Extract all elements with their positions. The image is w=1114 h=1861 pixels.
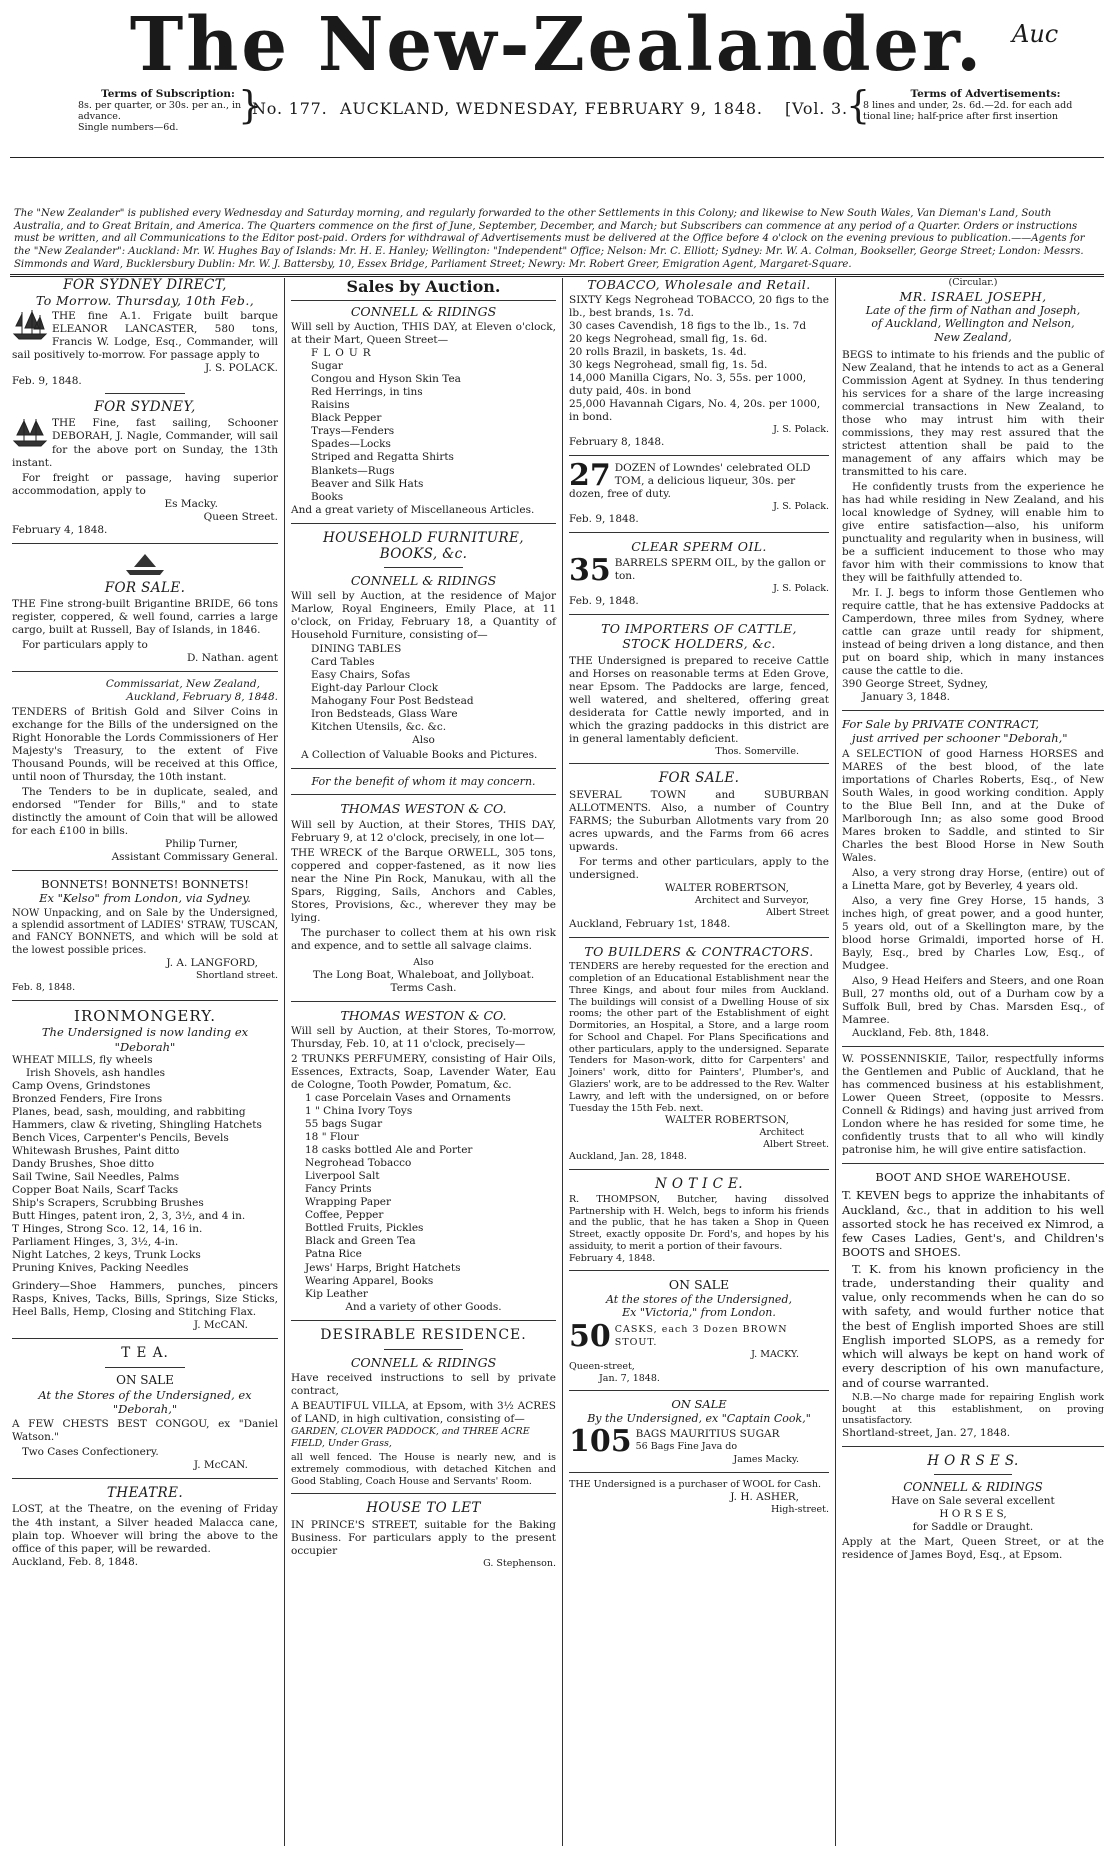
list-item: Jews' Harps, Bright Hatchets: [305, 1261, 461, 1274]
ad-heading: MR. ISRAEL JOSEPH,: [899, 288, 1047, 304]
list-item: 14,000 Manilla Cigars, No. 3, 55s. per 1000, duty paid, 40s. in bond: [569, 372, 807, 398]
divider: [12, 1000, 278, 1001]
ad-date: February 8, 1848.: [569, 435, 665, 448]
list-item: Sugar: [311, 360, 343, 373]
ad-heading: FOR SALE.: [104, 579, 186, 596]
column-1: [12, 277, 278, 1861]
divider: [842, 1163, 1104, 1164]
ad-date: Feb. 9, 1848.: [12, 375, 82, 388]
divider: [291, 794, 556, 795]
list-item: 30 kegs Negrohead, small fig, 1s. 5d.: [569, 359, 768, 372]
ad-body: The Tenders to be in duplicate, sealed, and endorsed "Tender for Bills," and to state distinctly the amount of Coin that will be allowed for each £100 in bills.: [12, 786, 278, 838]
divider: [12, 543, 278, 544]
ad-heading: FOR SALE.: [658, 770, 740, 787]
divider: [569, 614, 829, 615]
ad-signature: Shortland street.: [196, 970, 278, 982]
ad-heading: H O R S E S.: [927, 1453, 1019, 1470]
ad-body: Also, a very strong dray Horse, (entire) out of a Linetta Mare, got by Beverley, 4 years old.: [842, 866, 1104, 892]
ad-date: Auckland, Feb. 8th, 1848.: [852, 1026, 990, 1039]
list-item: Whitewash Brushes, Paint ditto: [12, 1144, 180, 1157]
ad-subheading: Late of the firm of Nathan and Joseph,: [865, 303, 1081, 317]
quantity-number: 35: [569, 552, 611, 588]
ad-body: The Long Boat, Whaleboat, and Jollyboat.: [312, 968, 535, 981]
ad-body: The purchaser to collect them at his own risk and expence, and to settle all salvage claims.: [291, 926, 556, 952]
list-item: Congou and Hyson Skin Tea: [311, 373, 461, 386]
divider: [842, 710, 1104, 711]
column-2: [291, 277, 556, 1861]
ad-heading: THOMAS WESTON & CO.: [340, 801, 507, 817]
ad-heading: HOUSEHOLD FURNITURE,: [323, 529, 524, 546]
ad-heading: Commissariat, New Zealand,: [105, 677, 260, 690]
list-item: 30 cases Cavendish, 18 figs to the lb., 1s. 7d: [569, 320, 807, 333]
list-item: Coffee, Pepper: [305, 1209, 384, 1222]
ad-heading: TO IMPORTERS OF CATTLE,: [601, 620, 797, 636]
divider: [569, 1472, 829, 1473]
divider: [12, 1478, 278, 1479]
ad-body: H O R S E S,: [939, 1508, 1007, 1521]
ad-subheading: At the stores of the Undersigned,: [606, 1292, 792, 1306]
ad-body: For particulars apply to: [22, 638, 148, 651]
ad-body: A BEAUTIFUL VILLA, at Epsom, with 3½ ACRES of LAND, in high cultivation, consisting of—: [291, 1400, 556, 1426]
advertisement-terms: [863, 88, 1108, 122]
header-info-bar: [0, 83, 1114, 150]
quantity-number: 27: [569, 457, 611, 493]
ad-body: For freight or passage, having superior accommodation, apply to: [12, 471, 278, 497]
ad-body: THE Undersigned is prepared to receive Cattle and Horses on reasonable terms at Eden Grove, near Epsom. The Paddocks are large, fenced, well watered, and sheltered, offering great desiderata for Cattle newly imported, and in which the grazing paddocks in this district are in general lamentably deficient.: [569, 654, 829, 745]
brace-icon: {: [846, 83, 871, 127]
ad-signature: J. H. ASHER,: [730, 1490, 799, 1503]
list-item: Trays—Fenders: [311, 425, 395, 438]
ad-date: January 3, 1848.: [862, 691, 950, 704]
ad-signature: J. A. LANGFORD,: [166, 957, 258, 970]
ad-body: THE Fine strong-built Brigantine BRIDE, 66 tons register, coppered, & well found, carries a large cargo, built at Russell, Bay of Islands, in 1846.: [12, 597, 278, 636]
list-item: Hammers, claw & riveting, Shingling Hatchets: [12, 1118, 262, 1131]
list-item: Negrohead Tobacco: [305, 1157, 412, 1170]
ad-body: Also, 9 Head Heifers and Steers, and one Roan Bull, 27 months old, out of a Durham cow by a Suffolk Bull, bred by Chas. Marsden Esq., of Mamree.: [842, 974, 1104, 1026]
ad-signature: Es Macky.: [164, 497, 218, 510]
divider: [842, 1446, 1104, 1447]
ad-signature: J. S. Polack.: [773, 500, 829, 512]
ad-body: For terms and other particulars, apply to the undersigned.: [569, 855, 829, 881]
column-rule: [284, 278, 285, 1846]
ad-body: BEGS to intimate to his friends and the public of New Zealand, that he intends to act as a General Commission Agent at Sydney. In thus tendering his services for a share of the large increasing commercial transactions in New Zealand, to those who may intrust him with their commissions, they may rest assured that the strictest attention shall be paid to the management of any affairs which may be transmitted to his care.: [842, 348, 1104, 478]
ad-body: GARDEN, CLOVER PADDOCK, and THREE ACRE FIELD, Under Grass,: [291, 1426, 530, 1450]
ad-signature: Queen Street.: [203, 510, 278, 523]
column-3: [569, 277, 829, 1861]
ad-body: Also, a very fine Grey Horse, 15 hands, 3 inches high, of great power, and a good hunter, 5 years old, out of a Skellington mare, by the blood horse Grimaldi, imported horse of H. Bayly, Esq., bred by Charles Low, Esq., of Mudgee.: [842, 894, 1104, 972]
ad-signature: J. McCAN.: [193, 1319, 248, 1332]
quantity-number: 105: [569, 1424, 632, 1460]
ad-signature: Architect and Surveyor,: [694, 894, 809, 906]
furniture-list: [291, 643, 556, 734]
list-item: Raisins: [311, 399, 350, 412]
ad-date: Feb. 9, 1848.: [569, 512, 639, 525]
list-item: 20 rolls Brazil, in baskets, 1s. 4d.: [569, 346, 747, 359]
ad-signature: Albert Street: [766, 906, 829, 918]
list-item: Kip Leather: [305, 1287, 368, 1300]
ad-heading: BOOKS, &c.: [379, 545, 468, 562]
ad-heading: TO BUILDERS & CONTRACTORS.: [584, 944, 814, 960]
ad-body: TENDERS are hereby requested for the erection and completion of an Educational Establishment near the Three Kings, and about four miles from Auckland. The buildings will consist of a Dwelling House of six rooms; the other part of the Establishment of eight Dormitories, an Hospital, a Store, and a large room for School and Chapel. For Plans Specifications and other particulars, apply to the undersigned. Separate Tenders for Mason-work, ditto for Carpenters' and Joiners' work, ditto for Painters', Plumber's, and Glaziers' work, are to be addressed to the Rev. Walter Lawry, and left with the undersigned, on or before Tuesday the 15th Feb. next.: [569, 961, 829, 1114]
divider: [384, 567, 464, 568]
ship-emblem-icon: [120, 550, 170, 578]
ad-heading: (Circular.): [948, 277, 998, 288]
volume: [Vol. 3.: [785, 99, 848, 118]
terms-advert-line: 8 lines and under, 2s. 6d.—2d. for each add: [863, 100, 1073, 112]
ad-body: A FEW CHESTS BEST CONGOU, ex "Daniel Watson.": [12, 1418, 278, 1444]
ad-body: N.B.—No charge made for repairing English work bought at this establishment, on proving unsatisfactory.: [842, 1391, 1104, 1427]
ad-body: Have received instructions to sell by private contract,: [291, 1372, 556, 1398]
ad-date: February 4, 1848.: [569, 1252, 656, 1264]
ad-heading: For Sale by PRIVATE CONTRACT,: [842, 717, 1040, 732]
list-item: Liverpool Salt: [305, 1170, 380, 1183]
ad-body: Will sell by Auction, at their Stores, THIS DAY, February 9, at 12 o'clock, precisely, in one lot—: [291, 818, 556, 844]
ad-body: THE WRECK of the Barque ORWELL, 305 tons, coppered and copper-fastened, as it now lies near the Nine Pin Rock, Manukau, with all the Spars, Rigging, Sails, Anchors and Cables, Stores, Provisions, &c., wherever they may be lying.: [291, 846, 556, 924]
ad-body: Will sell by Auction, THIS DAY, at Eleven o'clock, at their Mart, Queen Street—: [291, 321, 556, 347]
ad-subheading: New Zealand,: [934, 331, 1012, 345]
ad-body: NOW Unpacking, and on Sale by the Undersigned, a splendid assortment of LADIES' STRAW, TUSCAN, and FANCY BONNETS, and which will be sold at the lowest possible prices.: [12, 907, 278, 956]
ad-signature: G. Stephenson.: [483, 1557, 556, 1569]
divider: [842, 1046, 1104, 1047]
handwritten-annotation: Auc: [1012, 20, 1059, 48]
ad-subheading: To Morrow. Thursday, 10th Feb.,: [35, 293, 255, 309]
issue-number: No. 177.: [252, 99, 328, 118]
list-item: 55 bags Sugar: [305, 1118, 383, 1131]
ad-signature: J. S. Polack.: [773, 582, 829, 594]
ad-body: Grindery—Shoe Hammers, punches, pincers Rasps, Knives, Tacks, Bills, Springs, Size Sticks, Heel Balls, Hemp, Closing and Stitching Flax.: [12, 1280, 278, 1319]
list-item: 1 " China Ivory Toys: [305, 1105, 413, 1118]
ad-body: Have on Sale several excellent: [891, 1495, 1055, 1508]
header-rule: [10, 157, 1104, 158]
ad-body: all well fenced. The House is nearly new, and is extremely commodious, with detached Kitchen and Good Stabling, Coach House and Servants' Room.: [291, 1452, 556, 1487]
divider: [569, 455, 829, 456]
ad-body: SIXTY Kegs Negrohead TOBACCO, 20 figs to the lb., best brands, 1s. 7d.: [569, 294, 829, 320]
list-item: 18 casks bottled Ale and Porter: [305, 1144, 473, 1157]
ad-body: THE fine A.1. Frigate built barque ELEANOR LANCASTER, 580 tons, Francis W. Lodge, Esq., Commander, will sail positively to-morrow. For passage apply to: [12, 310, 278, 362]
ad-heading: TOBACCO, Wholesale and Retail.: [587, 277, 811, 292]
ad-body: Also: [413, 956, 434, 968]
list-item: Black and Green Tea: [305, 1235, 416, 1248]
ad-signature: J. MACKY.: [751, 1349, 799, 1361]
ad-body: Also: [412, 733, 435, 746]
ad-heading: CONNELL & RIDINGS: [350, 303, 497, 319]
ad-signature: WALTER ROBERTSON,: [664, 1114, 789, 1127]
ad-signature: WALTER ROBERTSON,: [664, 881, 789, 894]
divider: [291, 1320, 556, 1321]
ad-date: Shortland-street, Jan. 27, 1848.: [842, 1427, 1011, 1440]
divider: [291, 1493, 556, 1494]
ad-signature: Albert Street.: [763, 1139, 829, 1151]
ad-body: Will sell by Auction, at the residence of Major Marlow, Royal Engineers, Emily Place, at 11 o'clock, on Friday, February 18, a Quantity of Household Furniture, consisting of—: [291, 590, 556, 642]
ad-heading: CLEAR SPERM OIL.: [631, 538, 767, 554]
list-item: Camp Ovens, Grindstones: [12, 1079, 151, 1092]
ad-heading: ON SALE: [668, 1277, 730, 1293]
list-item: Butt Hinges, patent iron, 2, 3, 3½, and 4 in.: [12, 1209, 246, 1222]
list-item: Patna Rice: [305, 1248, 362, 1261]
ad-body: CASKS, each 3 Dozen BROWN STOUT.: [614, 1324, 788, 1349]
list-item: Beaver and Silk Hats: [311, 477, 424, 490]
ad-heading: IRONMONGERY.: [74, 1006, 216, 1025]
list-item: Card Tables: [311, 655, 375, 668]
ad-body: A SELECTION of good Harness HORSES and MARES of the best blood, of the late importations of Charles Roberts, Esq., of New South Wales, in good working condition. Apply to the Blue Bell Inn, and at the Duke of Marlborough Inn; as also some good Brood Mares broken to Saddle, and stinted to Sir Charles the best Blood Horse in New South Wales.: [842, 747, 1104, 864]
ad-body: R. THOMPSON, Butcher, having dissolved Partnership with H. Welch, begs to inform his friends and the public, that he has taken a Shop in Queen Street, exactly opposite Dr. Ford's, and hopes by his assiduity, to merit a portion of their favours.: [569, 1193, 829, 1252]
list-item: Parliament Hinges, 3, 3½, 4-in.: [12, 1236, 179, 1249]
list-item: Blankets—Rugs: [311, 464, 395, 477]
divider: [291, 300, 556, 301]
ad-signature: Thos. Somerville.: [715, 745, 799, 757]
divider: [12, 671, 278, 672]
list-item: Bronzed Fenders, Fire Irons: [12, 1092, 163, 1105]
ship-icon: [12, 308, 48, 342]
ad-subheading: The Undersigned is now landing ex: [41, 1025, 249, 1040]
divider: [569, 763, 829, 764]
column-rule: [562, 278, 563, 1846]
list-item: Planes, bead, sash, moulding, and rabbiting: [12, 1105, 246, 1118]
list-item: 20 kegs Negrohead, small fig, 1s. 6d.: [569, 333, 768, 346]
ship-icon: [12, 415, 48, 449]
ad-heading: N O T I C E.: [655, 1175, 743, 1192]
terms-advert-title: Terms of Advertisements:: [910, 88, 1061, 100]
ad-signature: James Macky.: [733, 1454, 799, 1466]
divider: [569, 1270, 829, 1271]
ad-body: THE Fine, fast sailing, Schooner DEBORAH, J. Nagle, Commander, will sail for the above port on Sunday, the 13th instant.: [12, 417, 278, 469]
ad-signature: J. S. Polack.: [773, 424, 829, 436]
ad-heading: BONNETS! BONNETS! BONNETS!: [41, 877, 249, 892]
list-item: Bottled Fruits, Pickles: [305, 1222, 424, 1235]
ad-date: Auckland, February 1st, 1848.: [569, 918, 731, 931]
perfumery-list: [291, 1092, 556, 1300]
ad-heading: T E A.: [121, 1345, 169, 1362]
ad-subheading: CONNELL & RIDINGS: [350, 572, 497, 588]
divider: [934, 1474, 1013, 1475]
ad-body: And a great variety of Miscellaneous Articles.: [291, 503, 535, 516]
ad-subheading: just arrived per schooner "Deborah,": [852, 731, 1068, 746]
list-item: Wearing Apparel, Books: [305, 1274, 434, 1287]
ad-subheading: Ex "Kelso" from London, via Sydney.: [39, 891, 251, 906]
list-item: T Hinges, Strong Sco. 12, 14, 16 in.: [12, 1223, 203, 1235]
ad-body: 2 TRUNKS PERFUMERY, consisting of Hair Oils, Essences, Extracts, Soap, Lavender Water, Eau de Cologne, Tooth Powder, Pomatum, &c.: [291, 1053, 556, 1092]
list-item: 25,000 Havannah Cigars, No. 4, 20s. per 1000, in bond.: [569, 398, 821, 424]
divider: [569, 937, 829, 938]
ad-body: Apply at the Mart, Queen Street, or at the residence of James Boyd, Esq., at Epsom.: [842, 1536, 1104, 1562]
ad-date: Auckland, Feb. 8, 1848.: [12, 1555, 139, 1568]
list-item: Spades—Locks: [311, 438, 391, 451]
ad-signature: D. Nathan. agent: [186, 651, 278, 664]
terms-subscription-line: 8s. per quarter, or 30s. per an., in advance.: [78, 100, 242, 123]
divider: [12, 1338, 278, 1339]
list-item: Ship's Scrapers, Scrubbing Brushes: [12, 1196, 204, 1209]
ad-subheading: By the Undersigned, ex "Captain Cook,": [587, 1411, 811, 1425]
divider: [291, 523, 556, 524]
ad-date: Feb. 8, 1848.: [12, 981, 76, 993]
list-item: WHEAT MILLS, fly wheels: [12, 1053, 153, 1066]
divider: [12, 870, 278, 871]
list-item: 18 " Flour: [305, 1131, 359, 1144]
terms-subscription-title: Terms of Subscription:: [101, 88, 235, 100]
ad-body: A Collection of Valuable Books and Pictures.: [301, 748, 538, 761]
divider: [569, 1390, 829, 1391]
list-item: 1 case Porcelain Vases and Ornaments: [305, 1092, 511, 1105]
ad-subheading: CONNELL & RIDINGS: [350, 1354, 497, 1370]
ad-signature: J. S. POLACK.: [204, 362, 278, 375]
brace-icon: }: [238, 83, 263, 127]
ad-body: IN PRINCE'S STREET, suitable for the Baking Business. For particulars apply to the present occupier: [291, 1518, 556, 1557]
list-item: Night Latches, 2 keys, Trunk Locks: [12, 1249, 201, 1262]
ad-subheading: "Deborah": [114, 1039, 176, 1054]
ad-body: T. K. from his known proficiency in the trade, understanding their quality and value, only recommends when he can do so with safety, and would further notice that the best of English imported Shoes are still English imported SLOPS, as a remedy for which will always be kept on hand work of every description of his own manufacture, and of course warranted.: [842, 1261, 1104, 1390]
ad-heading: ON SALE: [671, 1397, 727, 1412]
quantity-number: 50: [569, 1319, 611, 1355]
ad-heading: BOOT AND SHOE WAREHOUSE.: [875, 1170, 1071, 1185]
ad-body: for Saddle or Draught.: [912, 1521, 1034, 1534]
divider: [105, 393, 185, 394]
ad-heading: THEATRE.: [106, 1485, 184, 1502]
list-item: Striped and Regatta Shirts: [311, 451, 454, 464]
ad-body: And a variety of other Goods.: [345, 1300, 502, 1313]
list-item: Mahogany Four Post Bedstead: [311, 694, 474, 707]
ad-body: LOST, at the Theatre, on the evening of Friday the 4th instant, a Silver headed Malacca cane, plain top. Whoever will bring the above to the office of this paper, will be rewarded.: [12, 1503, 278, 1555]
ad-heading: THOMAS WESTON & CO.: [340, 1007, 507, 1023]
masthead-title: The New-Zealander.: [129, 2, 985, 88]
list-item: Eight-day Parlour Clock: [311, 681, 439, 694]
ad-heading: DESIRABLE RESIDENCE.: [320, 1326, 527, 1343]
ad-signature: Philip Turner,: [165, 838, 238, 851]
ad-subheading: At the Stores of the Undersigned, ex: [38, 1387, 252, 1402]
list-item: Black Pepper: [311, 412, 382, 425]
ad-body: DOZEN of Lowndes' celebrated OLD TOM, a delicious liqueur, 30s. per dozen, free of duty.: [569, 461, 811, 500]
tobacco-list: [569, 320, 829, 424]
ad-body: Terms Cash.: [390, 981, 457, 994]
ad-subheading: Ex "Victoria," from London.: [622, 1306, 776, 1320]
list-item: Iron Bedsteads, Glass Ware: [311, 707, 458, 720]
ad-body: SEVERAL TOWN and SUBURBAN ALLOTMENTS. Also, a number of Country FARMS; the Suburban Allotments vary from 20 acres upwards, and the Farms from 66 acres upwards.: [569, 788, 829, 853]
ad-body: 56 Bags Fine Java do: [635, 1441, 738, 1453]
ad-heading: FOR SYDNEY,: [94, 399, 196, 416]
ad-date: February 4, 1848.: [12, 523, 108, 536]
divider: [291, 1001, 556, 1002]
list-item: Books: [311, 490, 344, 503]
list-item: Red Herrings, in tins: [311, 386, 423, 399]
column-4: [842, 277, 1104, 1861]
ad-body: T. KEVEN begs to apprize the inhabitants of Auckland, &c., that in addition to his well assorted stock he has received ex Nimrod, a few Cases Ladies, Gent's, and Children's BOOTS and SHOES.: [842, 1188, 1104, 1260]
ad-heading: Auckland, February 8, 1848.: [126, 690, 278, 703]
ad-body: W. POSSENNISKIE, Tailor, respectfully informs the Gentlemen and Public of Auckland, that he has commenced business at his establishment, Lower Queen Street, (opposite to Messrs. Connell & Ridings) and having just arrived from London where he has resided for some time, he confidently trusts that to all who will kindly patronise him, he will give entire satisfaction.: [842, 1052, 1104, 1157]
ad-signature: J. McCAN.: [193, 1459, 248, 1472]
list-item: FLOUR: [311, 347, 376, 360]
place-date: AUCKLAND, WEDNESDAY, FEBRUARY 9, 1848.: [340, 99, 763, 118]
list-item: Easy Chairs, Sofas: [311, 668, 411, 681]
ad-subheading: CONNELL & RIDINGS: [903, 1480, 1043, 1495]
ad-body: BARRELS SPERM OIL, by the gallon or ton.: [614, 556, 826, 582]
ad-location: Queen-street,: [569, 1360, 635, 1372]
list-item: Kitchen Utensils, &c. &c.: [311, 720, 447, 733]
divider: [569, 1169, 829, 1170]
ad-subheading: of Auckland, Wellington and Nelson,: [871, 317, 1075, 331]
ad-signature: High-street.: [770, 1503, 829, 1515]
terms-advert-line: tional line; half-price after first insertion: [863, 111, 1058, 123]
section-heading: Sales by Auction.: [346, 277, 501, 296]
list-item: Bench Vices, Carpenter's Pencils, Bevels: [12, 1131, 229, 1144]
ad-body: TENDERS of British Gold and Silver Coins in exchange for the Bills of the undersigned on the Right Honorable the Lords Commissioners of Her Majesty's Treasury, to the extent of Five Thousand Pounds, will be received at this Office, until noon of Thursday, the 10th instant.: [12, 705, 278, 783]
ad-date: Jan. 7, 1848.: [599, 1372, 660, 1384]
ad-heading: For the benefit of whom it may concern.: [311, 774, 536, 788]
ad-date: Auckland, Jan. 28, 1848.: [569, 1150, 687, 1162]
ad-body: BAGS MAURITIUS SUGAR: [635, 1428, 780, 1441]
list-item: Fancy Prints: [305, 1183, 372, 1196]
ad-body: Two Cases Confectionery.: [22, 1446, 159, 1459]
list-item: Wrapping Paper: [305, 1196, 392, 1209]
subscription-terms: [78, 88, 258, 133]
ad-body: THE Undersigned is a purchaser of WOOL for Cash.: [569, 1479, 821, 1491]
ad-subheading: "Deborah,": [112, 1401, 178, 1416]
terms-subscription-line: Single numbers—6d.: [78, 122, 179, 134]
ad-signature: Architect: [759, 1127, 804, 1139]
prospectus-text: The "New Zealander" is published every Wednesday and Saturday morning, and regularly forwarded to the other Settlements in this Colony; and likewise to New South Wales, Van Dieman's Land, South Australia, and to Great Britain, and America. The Quarters commence on the first of June, September, December, and March; but Subscribers can commence at any period of a Quarter. Orders or instructions must be written, and all Communications to the Editor post-paid. Orders for withdrawal of Advertisements must be delivered at the Office before 4 o'clock on the evening previous to publication.——Agents for the "New Zealander": Auckland: Mr. W. Hughes Bay of Islands: Mr. H. E. Hanley; Wellington: "Independent" Office; Nelson: Mr. C. Elliott; Sydney: Mr. W. A. Colman, Bookseller, George Street; London: Messrs. Simmonds and Ward, Bucklersbury Dublin: Mr. W. J. Battersby, 10, Essex Bridge, Parliament Street; Newry: Mr. Robert Greer, Emigration Agent, Margaret-Square.: [14, 208, 1085, 270]
list-item: Irish Shovels, ash handles: [26, 1066, 166, 1079]
ad-signature: Assistant Commissary General.: [111, 851, 278, 864]
list-item: Copper Boat Nails, Scarf Tacks: [12, 1183, 179, 1196]
list-item: Sail Twine, Sail Needles, Palms: [12, 1170, 180, 1183]
auction-list: [291, 347, 556, 503]
ironmongery-list: [12, 1054, 278, 1275]
divider: [291, 768, 556, 769]
divider: [105, 1367, 185, 1368]
ad-heading: FOR SYDNEY DIRECT,: [63, 277, 227, 293]
column-rule: [835, 278, 836, 1846]
list-item: DINING TABLES: [311, 642, 402, 655]
ad-heading: HOUSE TO LET: [366, 1500, 481, 1517]
ad-address: 390 George Street, Sydney,: [842, 678, 989, 691]
ad-body: He confidently trusts from the experience he has had while residing in New Zealand, and his local knowledge of Sydney, will enable him to give entire satisfaction—also, his uniform punctuality and regularity when in business, will be a sufficient inducement to those who may favor him with their commissions to know that they will be faithfully attended to.: [842, 480, 1104, 584]
divider: [569, 532, 829, 533]
ad-subheading: ON SALE: [116, 1372, 174, 1387]
ad-body: Will sell by Auction, at their Stores, To-morrow, Thursday, Feb. 10, at 11 o'clock, precisely—: [291, 1025, 556, 1051]
list-item: Dandy Brushes, Shoe ditto: [12, 1157, 155, 1170]
ad-heading: STOCK HOLDERS, &c.: [622, 635, 776, 651]
divider: [384, 1349, 464, 1350]
ad-date: Feb. 9, 1848.: [569, 594, 639, 607]
ad-body: Mr. I. J. begs to inform those Gentlemen who require cattle, that he has extensive Paddocks at Camperdown, three miles from Sydney, where cattle can graze until ready for shipment, instead of being driven a long distance, and then put on board ship, which in many instances cause the cattle to die.: [842, 586, 1104, 678]
list-item: Pruning Knives, Packing Needles: [12, 1262, 189, 1275]
